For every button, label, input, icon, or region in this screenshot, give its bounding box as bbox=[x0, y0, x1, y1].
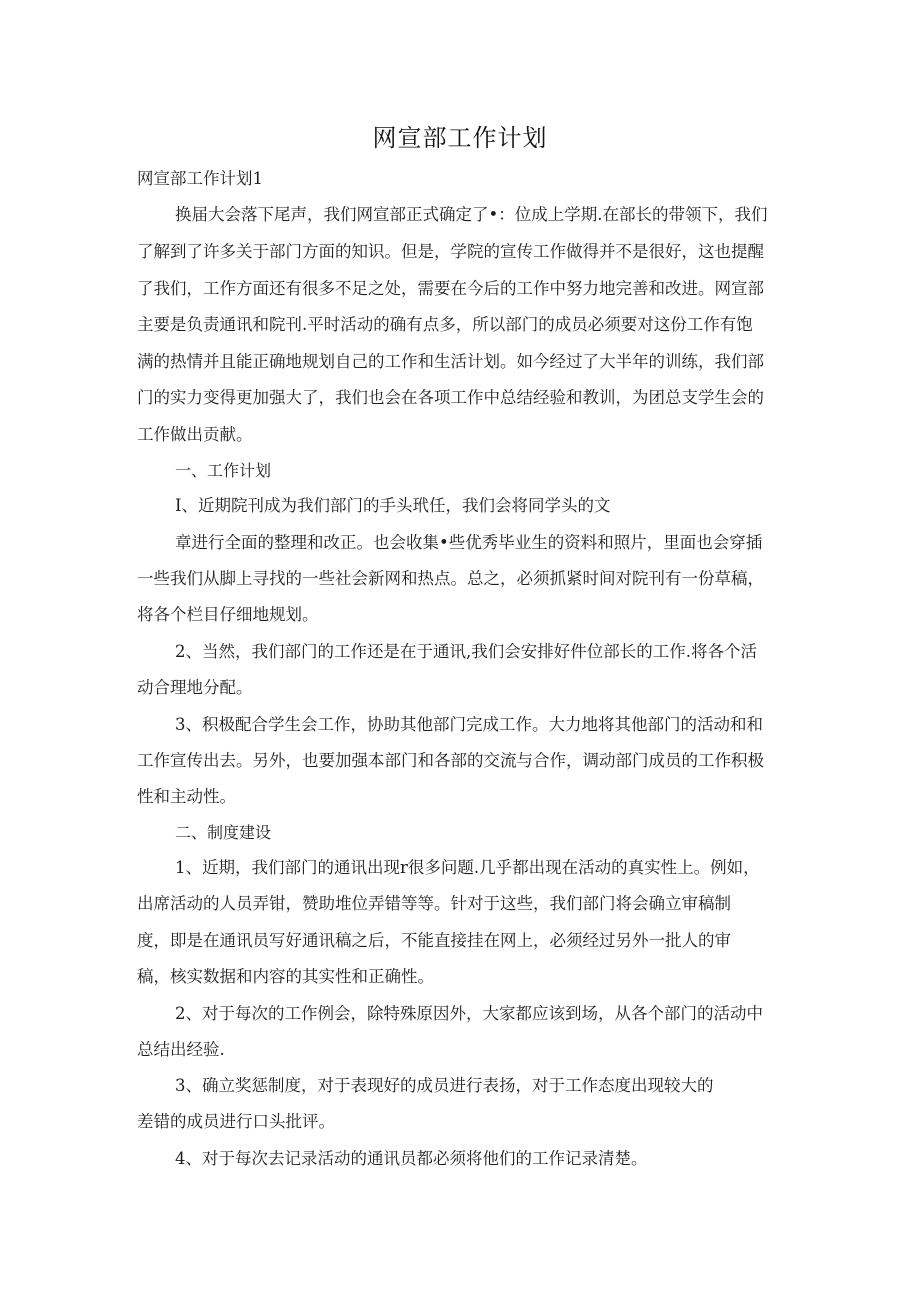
intro-line: 主要是负责通讯和院刊.平时活动的确有点多，所以部门的成员必须要对这份工作有饱 bbox=[137, 315, 753, 334]
intro-line: 满的热情并且能正确地规划自己的工作和生活计划。如今经过了大半年的训练，我们部 bbox=[137, 352, 764, 371]
intro-line: 了解到了许多关于部门方面的知识。但是，学院的宣传工作做得并不是很好，这也提醒 bbox=[137, 242, 764, 261]
section-heading: 二、制度建设 bbox=[175, 823, 272, 842]
section2-item2-line: 总结出经验. bbox=[137, 1040, 225, 1059]
section2-item1-line: 1、近期，我们部门的通讯出现r很多问题.几乎都出现在活动的真实性上。例如， bbox=[175, 858, 760, 877]
document-title: 网宣部工作计划 bbox=[372, 124, 548, 152]
intro-line: 了我们，工作方面还有很多不足之处，需要在今后的工作中努力地完善和改进。网宣部 bbox=[137, 279, 764, 298]
section1-item3-line: 工作宣传出去。另外，也要加强本部门和各部的交流与合作，调动部门成员的工作积极 bbox=[137, 751, 764, 770]
intro-line: 换届大会落下尾声，我们网宣部正式确定了•：位成上学期.在部长的带领下，我们 bbox=[175, 205, 768, 224]
section2-item4-line: 4、对于每次去记录活动的通讯员都必须将他们的工作记录清楚。 bbox=[175, 1149, 648, 1168]
section1-item3-line: 3、积极配合学生会工作，协助其他部门完成工作。大力地将其他部门的活动和和 bbox=[175, 715, 763, 734]
section2-item1-line: 稿，核实数据和内容的其实性和正确性。 bbox=[137, 967, 434, 986]
document-subtitle: 网宣部工作计划1 bbox=[137, 169, 263, 188]
section1-item2-line: 动合理地分配。 bbox=[137, 678, 253, 697]
section-heading: 一、工作计划 bbox=[175, 461, 272, 480]
section2-item1-line: 度，即是在通讯员写好通讯稿之后，不能直接挂在网上，必须经过另外一批人的审 bbox=[137, 931, 731, 950]
section2-item3-line: 差错的成员进行口头批评。 bbox=[137, 1112, 335, 1131]
intro-line: 工作做出贡献。 bbox=[137, 425, 253, 444]
section1-item1-line: 章进行全面的整理和改正。也会收集•些优秀毕业生的资料和照片，里面也会穿插 bbox=[175, 533, 763, 552]
section1-item3-line: 性和主动性。 bbox=[137, 787, 236, 806]
intro-line: 门的实力变得更加强大了，我们也会在各项工作中总结经验和教训，为团总支学生会的 bbox=[137, 388, 764, 407]
section2-item3-line: 3、确立奖惩制度，对于表现好的成员进行表扬，对于工作态度出现较大的 bbox=[175, 1076, 714, 1095]
section1-item1-line: I、近期院刊成为我们部门的手头玳任，我们会将同学头的文 bbox=[175, 496, 611, 515]
section2-item2-line: 2、对于每次的工作例会，除特殊原因外，大家都应该到场，从各个部门的活动中 bbox=[175, 1004, 763, 1023]
section1-item1-line: 将各个栏目仔细地规划。 bbox=[137, 605, 319, 624]
section2-item1-line: 出席活动的人员弄钳，赞助堆位弄错等等。针对于这些，我们部门将会确立审稿制 bbox=[137, 894, 731, 913]
section1-item2-line: 2、当然，我们部门的工作还是在于通讯,我们会安排好件位部长的工作.将各个活 bbox=[175, 642, 757, 661]
section1-item1-line: 一些我们从脚上寻找的一些社会新网和热点。总之，必须抓紧时间对院刊有一份草稿， bbox=[137, 569, 764, 588]
